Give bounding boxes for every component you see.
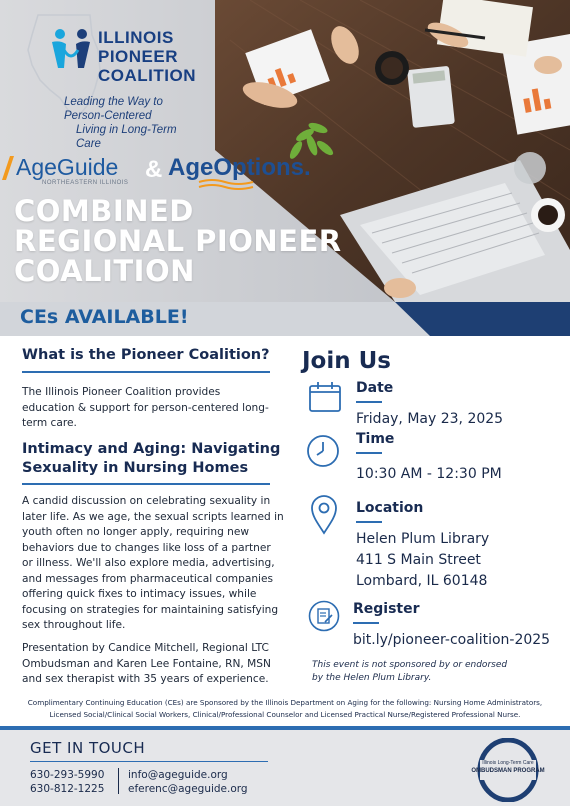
- calendar-icon: [308, 381, 342, 413]
- topic-heading-line2: Sexuality in Nursing Homes: [22, 460, 249, 476]
- location-address: [356, 529, 489, 592]
- time-value: 10:30 AM - 12:30 PM: [356, 466, 502, 482]
- phone-2[interactable]: 630-812-1225: [30, 783, 105, 795]
- location-line2: 411 S Main Street: [356, 552, 481, 568]
- presenters-text: Presentation by Candice Mitchell, Regional LTC Ombudsman and Karen Lee Fontaine, RN, MSN and sex therapist with 35 years of experience.: [22, 642, 271, 685]
- phone-numbers: [30, 768, 104, 796]
- illinois-pioneer-coalition-logo: [0, 0, 200, 150]
- phone-1[interactable]: 630-293-5990: [30, 769, 105, 781]
- register-divider: [353, 622, 379, 624]
- email-2[interactable]: eferenc@ageguide.org: [128, 783, 248, 795]
- time-label: Time: [356, 431, 395, 447]
- register-form-icon: [308, 600, 340, 632]
- event-title: [14, 196, 394, 286]
- date-divider: [356, 401, 382, 403]
- logo-tagline-line2: Living in Long-Term Care: [76, 124, 177, 150]
- date-value: Friday, May 23, 2025: [356, 411, 504, 427]
- location-divider: [356, 521, 382, 523]
- disclaimer-line2: by the Helen Plum Library.: [312, 673, 432, 683]
- ageguide-mark-icon: [0, 154, 16, 182]
- get-in-touch-heading: GET IN TOUCH: [30, 739, 146, 757]
- location-line1: Helen Plum Library: [356, 531, 490, 547]
- register-label: Register: [353, 601, 420, 617]
- topic-heading: [22, 440, 282, 478]
- topic-divider: [22, 483, 270, 485]
- ageguide-logo-text: AgeGuide: [16, 154, 119, 180]
- ageoptions-logo-text: AgeOptions.: [168, 154, 311, 181]
- venue-disclaimer: [312, 659, 552, 685]
- date-label: Date: [356, 380, 394, 396]
- location-pin-icon: [310, 495, 338, 535]
- footer-contact-divider: [118, 768, 119, 794]
- partner-ampersand: &: [145, 156, 163, 183]
- ce-available-banner: CEs AVAILABLE!: [20, 306, 189, 328]
- what-is-heading: What is the Pioneer Coalition?: [22, 347, 270, 363]
- ageguide-logo-subtitle: NORTHEASTERN ILLINOIS: [42, 180, 129, 186]
- time-divider: [356, 452, 382, 454]
- ageoptions-wave-icon: [197, 178, 257, 190]
- header-banner: [0, 0, 570, 302]
- event-title-line3: COALITION: [14, 254, 195, 288]
- join-us-heading: Join Us: [302, 348, 391, 374]
- logo-title-line1: ILLINOIS: [98, 28, 174, 47]
- footer-top-band: [0, 726, 570, 730]
- location-line3: Lombard, IL 60148: [356, 573, 488, 589]
- logo-tagline-line1: Leading the Way to Person-Centered: [64, 96, 163, 122]
- what-is-body: The Illinois Pioneer Coalition provides education & support for person-centered long-term care.: [22, 386, 269, 429]
- email-addresses: [128, 768, 248, 796]
- location-label: Location: [356, 500, 424, 516]
- event-title-line2: REGIONAL PIONEER: [14, 224, 342, 258]
- logo-title-line2: PIONEER: [98, 47, 179, 66]
- get-in-touch-divider: [30, 761, 268, 762]
- topic-description: A candid discussion on celebrating sexuality in later life. As we age, the sexual scripts learned in youth often no longer apply, requiring new behaviors due to changes like loss of a partner or illness. We'll also explore media, advertising, and messages from pharmaceutical companies offering quick fixes to intimacy issues, while focusing on strategies for maintaining satisfying sex throughout life.: [22, 495, 284, 631]
- ce-sponsorship-note: Complimentary Continuing Education (CEs) are Sponsored by the Illinois Department on Aging for the following: Nursing Home Administrators, Licensed Social/Clinical Social Workers, Clinical/Professional Counselor and Licensed Practical Nurse/Registered Professional Nurse.: [27, 698, 543, 719]
- event-title-line1: COMBINED: [14, 194, 194, 228]
- ombudsman-logo-line2: OMBUDSMAN PROGRAM: [471, 768, 545, 774]
- ombudsman-logo-line1: Illinois Long-Term Care: [482, 760, 534, 766]
- logo-title-line3: COALITION: [98, 66, 196, 85]
- clock-icon: [306, 434, 340, 468]
- disclaimer-line1: This event is not sponsored by or endorsed: [312, 660, 508, 670]
- what-is-divider: [22, 371, 270, 373]
- register-link[interactable]: bit.ly/pioneer-coalition-2025: [353, 632, 551, 648]
- email-1[interactable]: info@ageguide.org: [128, 769, 228, 781]
- topic-heading-line1: Intimacy and Aging: Navigating: [22, 441, 281, 457]
